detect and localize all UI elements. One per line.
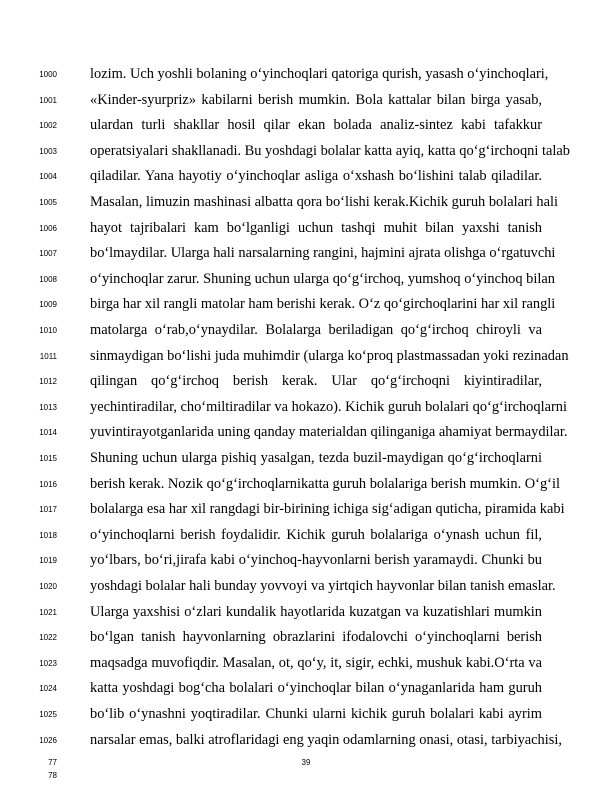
body-text-line: berish kerak. Nozik qo‘g‘irchoqlarnikatta guruh bolalariga berish mumkin. O‘g‘il (90, 475, 560, 492)
body-text-line: o‘yinchoqlar zarur. Shuning uchun ularga qo‘g‘irchoq, yumshoq o‘yinchoq bilan (90, 270, 555, 287)
line-number: 1019 (39, 556, 57, 566)
page-number: 39 (301, 758, 311, 767)
line-number: 1023 (39, 658, 57, 668)
body-text-line: o‘yinchoqlarni berish foydalidir. Kichik guruh bolalariga o‘ynash uchun fil, (90, 526, 542, 543)
line-number: 1015 (39, 454, 57, 463)
body-text-line: sinmaydigan bo‘lishi juda muhimdir (ularga ko‘proq plastmassadan yoki rezinadan (90, 347, 569, 364)
line-number: 1016 (39, 479, 57, 489)
body-text-line: yoshdagi bolalar hali bunday yovvoyi va yirtqich hayvonlar bilan tanish emaslar. (90, 578, 556, 594)
body-text-line: Ularga yaxshisi o‘zlari kundalik hayotlarida kuzatgan va kuzatishlari mumkin (90, 603, 542, 620)
body-text-line: hayot tajribalari kam bo‘lganligi uchun tashqi muhit bilan yaxshi tanish (90, 219, 542, 236)
line-number: 1003 (39, 146, 57, 156)
line-number: 1024 (39, 684, 57, 694)
body-text-line: lozim. Uch yoshli bolaning o‘yinchoqlari qatoriga qurish, yasash o‘yinchoqlari, (90, 66, 549, 82)
line-number: 1005 (39, 198, 57, 207)
body-text-line: bolalarga esa har xil rangdagi bir-birining ichiga sig‘adigan quticha, piramida kabi (90, 501, 565, 518)
line-number: 1026 (39, 735, 57, 745)
line-number: 1004 (39, 172, 57, 182)
body-text-line: bo‘lib o‘ynashni yoqtiradilar. Chunki ularni kichik guruh bolalari kabi ayrim (90, 706, 542, 722)
line-number: 1013 (39, 402, 57, 412)
line-number: 1008 (39, 274, 57, 284)
line-number: 1011 (39, 351, 57, 361)
line-number: 1010 (39, 326, 57, 335)
line-number: 1007 (39, 249, 57, 259)
line-number: 1012 (39, 377, 57, 387)
footer-line-number: 77 (48, 758, 57, 767)
body-text-line: bo‘lmaydilar. Ularga hali narsalarning rangini, hajmini ajrata olishga o‘rgatuvchi (90, 245, 556, 262)
body-text-line: ulardan turli shakllar hosil qilar ekan bolada analiz-sintez kabi tafakkur (90, 117, 542, 134)
body-text-line: bo‘lgan tanish hayvonlarning obrazlarini ifodalovchi o‘yinchoqlarni berish (90, 629, 542, 646)
line-number: 1000 (39, 70, 57, 79)
body-text-line: operatsiyalari shakllanadi. Bu yoshdagi bolalar katta ayiq, katta qo‘g‘irchoqni talab (90, 142, 570, 159)
body-text-line: narsalar emas, balki atroflaridagi eng yaqin odamlarning onasi, otasi, tarbiyachisi, (90, 731, 562, 748)
body-text-line: yo‘lbars, bo‘ri,jirafa kabi o‘yinchoq-hayvonlarni berish yaramaydi. Chunki bu (90, 552, 542, 569)
body-text-line: «Kinder-syurpriz» kabilarni berish mumkin. Bola kattalar bilan birga yasab, (90, 91, 542, 108)
line-number: 1017 (39, 505, 57, 515)
line-number: 1006 (39, 223, 57, 233)
body-text-line: qiladilar. Yana hayotiy o‘yinchoqlar asliga o‘xshash bo‘lishini talab qiladilar. (90, 168, 542, 185)
body-text-line: matolarga o‘rab,o‘ynaydilar. Bolalarga beriladigan qo‘g‘irchoq chiroyli va (90, 322, 542, 338)
line-number: 1001 (39, 95, 57, 105)
line-number: 1022 (39, 633, 57, 643)
body-text-line: katta yoshdagi bog‘cha bolalari o‘yinchoqlar bilan o‘ynaganlarida ham guruh (90, 680, 542, 697)
body-text-line: yechintiradilar, cho‘miltiradilar va hokazo). Kichik guruh bolalari qo‘g‘irchoqlarni (90, 398, 567, 415)
line-number: 1025 (39, 710, 57, 719)
line-number: 1002 (39, 121, 57, 131)
line-number: 1021 (39, 607, 57, 617)
body-text-line: yuvintirayotganlarida uning qanday materialdan qilinganiga ahamiyat bermaydilar. (90, 424, 568, 441)
line-number: 1018 (39, 530, 57, 540)
body-text-line: Shuning uchun ularga pishiq yasalgan, tezda buzil-maydigan qo‘g‘irchoqlarni (90, 450, 542, 466)
body-text-line: birga har xil rangli matolar ham berishi kerak. O‘z qo‘girchoqlarini har xil rangli (90, 296, 556, 313)
footer-line-number: 78 (48, 771, 57, 780)
body-text-line: Masalan, limuzin mashinasi albatta qora bo‘lishi kerak.Kichik guruh bolalari hali (90, 194, 558, 210)
line-number: 1020 (39, 582, 57, 591)
body-text-line: qilingan qo‘g‘irchoq berish kerak. Ular qo‘g‘irchoqni kiyintiradilar, (90, 373, 542, 390)
line-number: 1009 (39, 300, 57, 310)
line-number: 1014 (39, 428, 57, 438)
body-text-line: maqsadga muvofiqdir. Masalan, ot, qo‘y, it, sigir, echki, mushuk kabi.O‘rta va (90, 654, 542, 671)
